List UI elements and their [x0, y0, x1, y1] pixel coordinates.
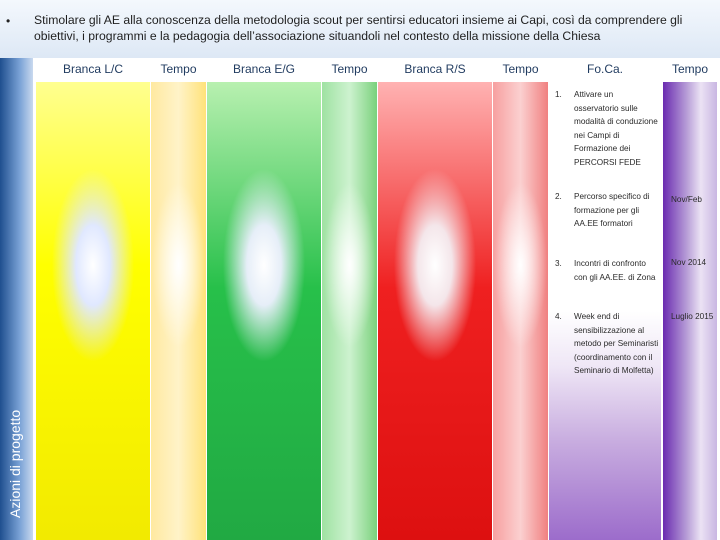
- item-text: Incontri di confronto con gli AA.EE. di Zona: [574, 259, 656, 282]
- foca-item: [555, 190, 659, 231]
- column-body-branca-rs: [378, 82, 492, 540]
- column-foca: [549, 58, 661, 540]
- foca-item: [555, 310, 659, 378]
- column-body-tempo-rs: [493, 82, 548, 540]
- time-value: Luglio 2015: [671, 312, 714, 321]
- objective-text: Stimolare gli AE alla conoscenza della metodologia scout per sentirsi educatori insieme ai Capi, così da comprendere gli obiettivi, i programmi e la pedagogia dell’associazione situandoli nel contesto della missione della Chiesa: [34, 13, 683, 43]
- column-header-foca: Fo.Ca.: [586, 62, 623, 76]
- sidebar: [0, 58, 33, 540]
- column-header-branca-eg: Branca E/G: [232, 62, 296, 76]
- column-body-foca: [549, 82, 661, 540]
- item-text: Week end di sensibilizzazione al metodo per Seminaristi (coordinamento con il Seminario di Molfetta): [574, 312, 659, 375]
- column-tempo-foca: [663, 58, 717, 540]
- item-number: 3.: [555, 259, 562, 268]
- item-text: Attivare un osservatorio sulle modalità di conduzione nei Campi di Formazione dei PERCORSI FEDE: [574, 90, 658, 167]
- bullet: •: [6, 14, 11, 28]
- foca-item: [555, 88, 659, 169]
- column-branca-eg: [207, 58, 321, 540]
- objective-header: [0, 0, 720, 58]
- sidebar-label: Azioni di progetto: [7, 409, 23, 518]
- time-value: Nov 2014: [671, 258, 707, 267]
- column-body-tempo-foca: [663, 82, 717, 540]
- column-body-tempo-eg: [322, 82, 377, 540]
- column-header-branca-lc: Branca L/C: [62, 62, 124, 76]
- column-branca-lc: [36, 58, 150, 540]
- foca-item: [555, 257, 659, 284]
- item-number: 4.: [555, 312, 562, 321]
- item-number: 1.: [555, 90, 562, 99]
- column-tempo-rs: [493, 58, 548, 540]
- column-tempo-eg: [322, 58, 377, 540]
- column-body-branca-lc: [36, 82, 150, 540]
- time-value: Nov/Feb: [671, 195, 702, 204]
- column-branca-rs: [378, 58, 492, 540]
- column-header-branca-rs: Branca R/S: [404, 62, 466, 76]
- column-header-tempo-foca: Tempo: [671, 62, 709, 76]
- item-text: Percorso specifico di formazione per gli AA.EE formatori: [574, 192, 650, 228]
- column-body-tempo-lc: [151, 82, 206, 540]
- item-number: 2.: [555, 192, 562, 201]
- column-tempo-lc: [151, 58, 206, 540]
- column-header-tempo-eg: Tempo: [331, 62, 368, 76]
- column-body-branca-eg: [207, 82, 321, 540]
- column-header-tempo-lc: Tempo: [160, 62, 197, 76]
- column-header-tempo-rs: Tempo: [502, 62, 539, 76]
